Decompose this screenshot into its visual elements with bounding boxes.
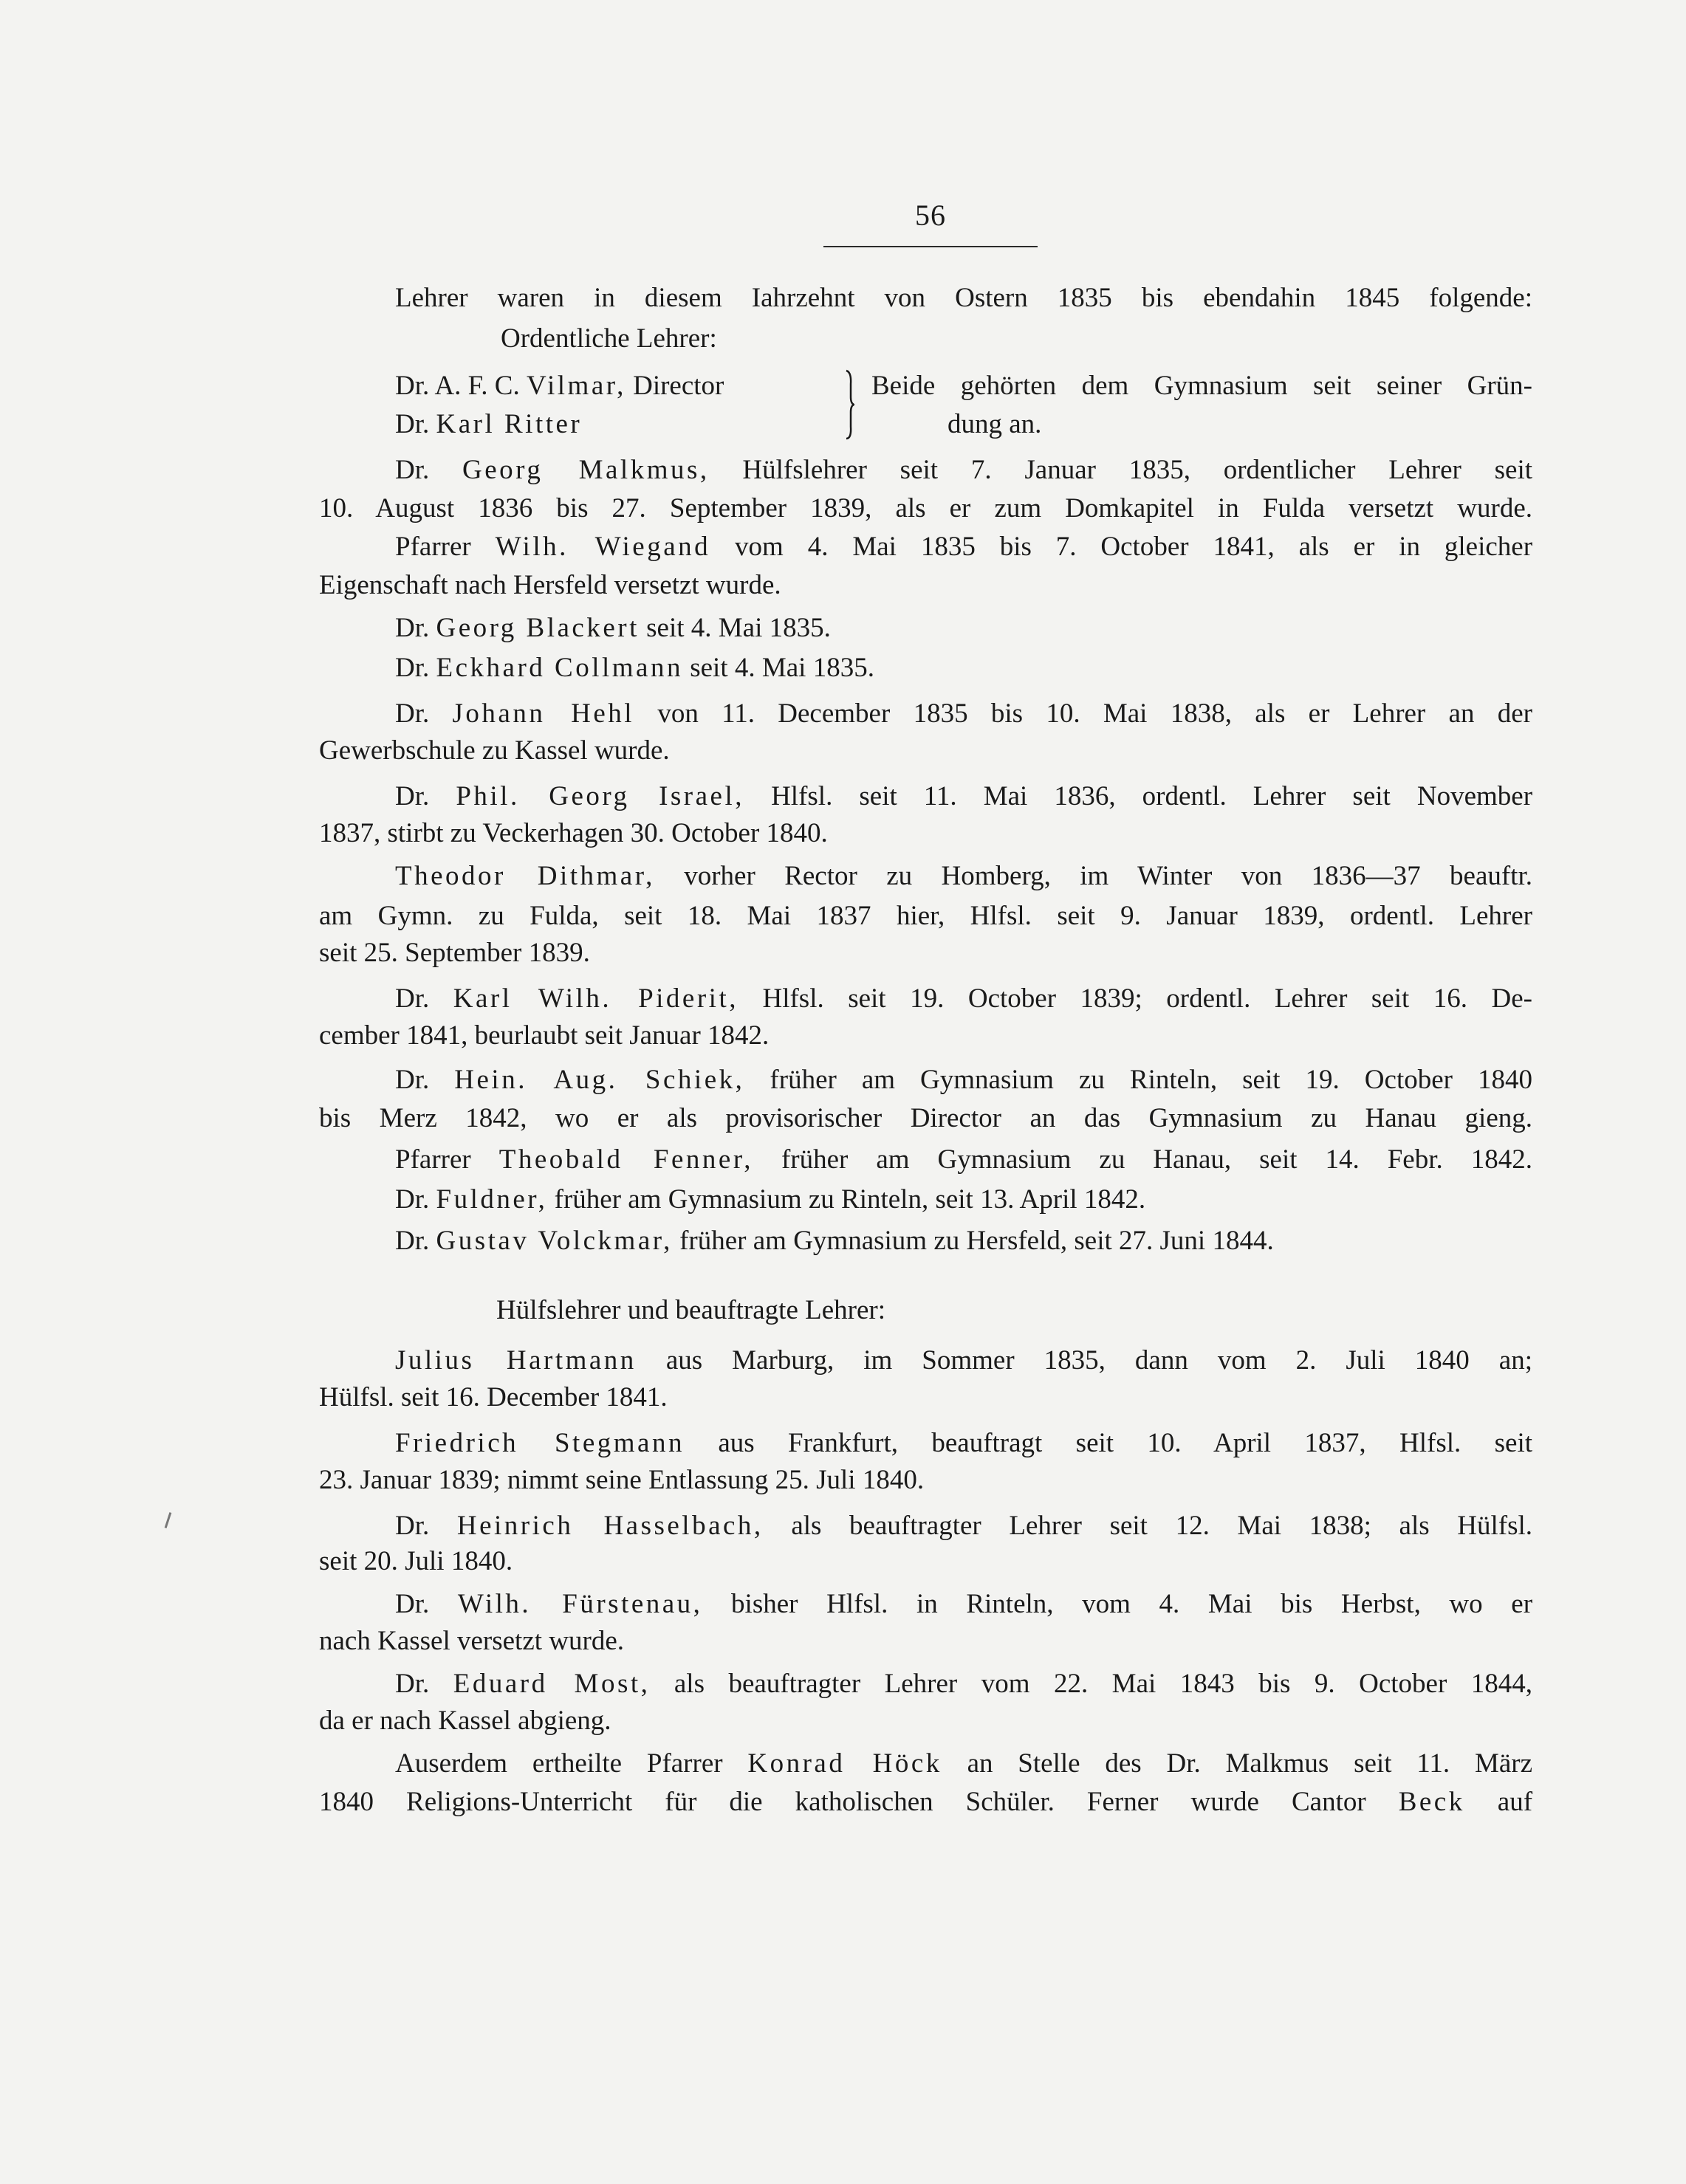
person-name: Fuldner, (436, 1184, 548, 1215)
founder-vilmar (395, 367, 724, 405)
heading-huelfslehrer: Hülfslehrer und beauftragte Lehrer: (496, 1295, 885, 1325)
entry-blackert (395, 609, 831, 648)
name-prefix: Dr. (395, 1065, 430, 1095)
name-prefix: Dr. (395, 781, 430, 811)
helper-hartmann-line1 (395, 1342, 1532, 1380)
name-prefix: Dr. (395, 1184, 430, 1215)
helper-stegmann-line1 (395, 1424, 1532, 1463)
founder-ritter (395, 405, 582, 444)
person-name: Wilh. Fürstenau, (457, 1589, 703, 1619)
entry-fenner (395, 1141, 1532, 1179)
person-name: Georg Blackert (436, 613, 640, 643)
heading-ordentliche-lehrer: Ordentliche Lehrer: (501, 323, 717, 354)
closing-line2 (319, 1783, 1532, 1821)
name-prefix: Dr. A. F. C. (395, 371, 520, 401)
entry-fuldner (395, 1181, 1145, 1219)
name-prefix: Dr. (395, 1669, 430, 1699)
entry-malkmus-line1 (395, 451, 1532, 490)
helper-most-line1 (395, 1665, 1532, 1703)
intro-line: Lehrer waren in diesem Iahrzehnt von Ostern 1835 bis ebendahin 1845 folgende: (395, 283, 1532, 313)
name-prefix: Dr. (395, 653, 430, 683)
entry-piderit-line1 (395, 980, 1532, 1018)
name-prefix: Pfarrer (395, 1144, 471, 1175)
name-prefix: Dr. (395, 613, 430, 643)
closing-line1 (395, 1745, 1532, 1783)
person-name: Eduard Most, (453, 1669, 651, 1699)
entry-piderit-line2: cember 1841, beurlaubt seit Januar 1842. (319, 1020, 770, 1051)
entry-israel-line1 (395, 777, 1532, 816)
entry-wiegand-line1 (395, 528, 1532, 566)
entry-israel-line2: 1837, stirbt zu Veckerhagen 30. October 1840. (319, 818, 828, 848)
entry-text: als beauftragter Lehrer vom 22. Mai 1843 bis 9. October 1844, (674, 1669, 1533, 1699)
entry-text: vorher Rector zu Homberg, im Winter von 1836—37 beauftr. (684, 861, 1532, 891)
name-prefix: Dr. (395, 983, 430, 1014)
name-prefix: Pfarrer (395, 532, 471, 562)
name-prefix: Dr. (395, 455, 430, 485)
entry-text: vom 4. Mai 1835 bis 7. October 1841, als er in gleicher (735, 532, 1533, 562)
person-name: Phil. Georg Israel, (456, 781, 745, 811)
name-prefix: Dr. (395, 1589, 430, 1619)
entry-volckmar (395, 1222, 1274, 1260)
helper-fuerstenau-line2: nach Kassel versetzt wurde. (319, 1626, 624, 1656)
header-rule (823, 246, 1038, 247)
person-name: Gustav Volckmar, (436, 1226, 673, 1256)
closing-text: Auserdem ertheilte Pfarrer (395, 1748, 723, 1779)
person-name: Eckhard Collmann (436, 653, 683, 683)
entry-text: seit 4. Mai 1835. (646, 613, 831, 643)
person-name: Karl Ritter (436, 409, 583, 439)
founders-note-line2: dung an. (947, 409, 1042, 439)
person-name: Theodor Dithmar, (395, 861, 655, 891)
person-name: Hein. Aug. Schiek, (454, 1065, 745, 1095)
entry-text: Hülfslehrer seit 7. Januar 1835, ordentlicher Lehrer seit (742, 455, 1533, 485)
margin-speck (165, 1512, 172, 1528)
entry-text: früher am Gymnasium zu Hersfeld, seit 27. Juni 1844. (679, 1226, 1274, 1256)
entry-hehl-line1 (395, 695, 1532, 733)
curly-brace-icon (844, 369, 854, 440)
name-prefix: Dr. (395, 409, 430, 439)
person-name: Karl Wilh. Piderit, (453, 983, 739, 1014)
person-name: Friedrich Stegmann (395, 1428, 685, 1458)
person-name: Heinrich Hasselbach, (456, 1511, 764, 1541)
closing-text: auf (1497, 1787, 1533, 1817)
entry-text: als beauftragter Lehrer seit 12. Mai 1838; als Hülfsl. (791, 1511, 1533, 1541)
person-name: Wilh. Wiegand (495, 532, 711, 562)
page-number: 56 (915, 199, 946, 232)
helper-hasselbach-line1 (395, 1507, 1532, 1545)
closing-text: an Stelle des Dr. Malkmus seit 11. März (967, 1748, 1533, 1779)
entry-schiek-line1 (395, 1061, 1532, 1099)
entry-text: früher am Gymnasium zu Rinteln, seit 19. October 1840 (770, 1065, 1532, 1095)
person-name: Konrad Höck (747, 1748, 942, 1779)
helper-stegmann-line2: 23. Januar 1839; nimmt seine Entlassung 25. Juli 1840. (319, 1465, 925, 1495)
entry-text: früher am Gymnasium zu Rinteln, seit 13. April 1842. (554, 1184, 1146, 1215)
name-prefix: Dr. (395, 1511, 430, 1541)
entry-dithmar-line3: seit 25. September 1839. (319, 938, 590, 968)
person-name: Johann Hehl (452, 698, 635, 729)
name-prefix: Dr. (395, 698, 430, 729)
person-name: Georg Malkmus, (462, 455, 710, 485)
person-role: Director (633, 371, 724, 401)
helper-fuerstenau-line1 (395, 1585, 1532, 1624)
entry-collmann (395, 649, 874, 687)
entry-dithmar-line1 (395, 857, 1532, 896)
helper-hartmann-line2: Hülfsl. seit 16. December 1841. (319, 1382, 668, 1412)
entry-malkmus-line2: 10. August 1836 bis 27. September 1839, als er zum Domkapitel in Fulda versetzt wurde. (319, 493, 1532, 523)
entry-text: aus Marburg, im Sommer 1835, dann vom 2. Juli 1840 an; (665, 1345, 1533, 1376)
helper-hasselbach-line2: seit 20. Juli 1840. (319, 1546, 513, 1576)
entry-text: von 11. December 1835 bis 10. Mai 1838, als er Lehrer an der (657, 698, 1532, 729)
entry-wiegand-line2: Eigenschaft nach Hersfeld versetzt wurde. (319, 570, 781, 600)
entry-text: früher am Gymnasium zu Hanau, seit 14. Febr. 1842. (781, 1144, 1533, 1175)
entry-hehl-line2: Gewerbschule zu Kassel wurde. (319, 735, 670, 766)
person-name: Julius Hartmann (395, 1345, 637, 1376)
person-name: Vilmar, (526, 371, 626, 401)
entry-text: Hlfsl. seit 19. October 1839; ordentl. Lehrer seit 16. De- (762, 983, 1532, 1014)
entry-text: aus Frankfurt, beauftragt seit 10. April 1837, Hlfsl. seit (718, 1428, 1533, 1458)
helper-most-line2: da er nach Kassel abgieng. (319, 1706, 611, 1736)
entry-text: bisher Hlfsl. in Rinteln, vom 4. Mai bis Herbst, wo er (731, 1589, 1533, 1619)
closing-text: 1840 Religions-Unterricht für die katholischen Schüler. Ferner wurde Cantor (319, 1787, 1366, 1817)
person-name: Beck (1398, 1787, 1465, 1817)
person-name: Theobald Fenner, (498, 1144, 753, 1175)
entry-schiek-line2: bis Merz 1842, wo er als provisorischer Director an das Gymnasium zu Hanau gieng. (319, 1103, 1532, 1133)
entry-dithmar-line2: am Gymn. zu Fulda, seit 18. Mai 1837 hier, Hlfsl. seit 9. Januar 1839, ordentl. Lehrer (319, 901, 1532, 931)
founders-note-line1: Beide gehörten dem Gymnasium seit seiner Grün- (871, 371, 1532, 401)
name-prefix: Dr. (395, 1226, 430, 1256)
entry-text: Hlfsl. seit 11. Mai 1836, ordentl. Lehrer seit November (771, 781, 1533, 811)
entry-text: seit 4. Mai 1835. (690, 653, 874, 683)
